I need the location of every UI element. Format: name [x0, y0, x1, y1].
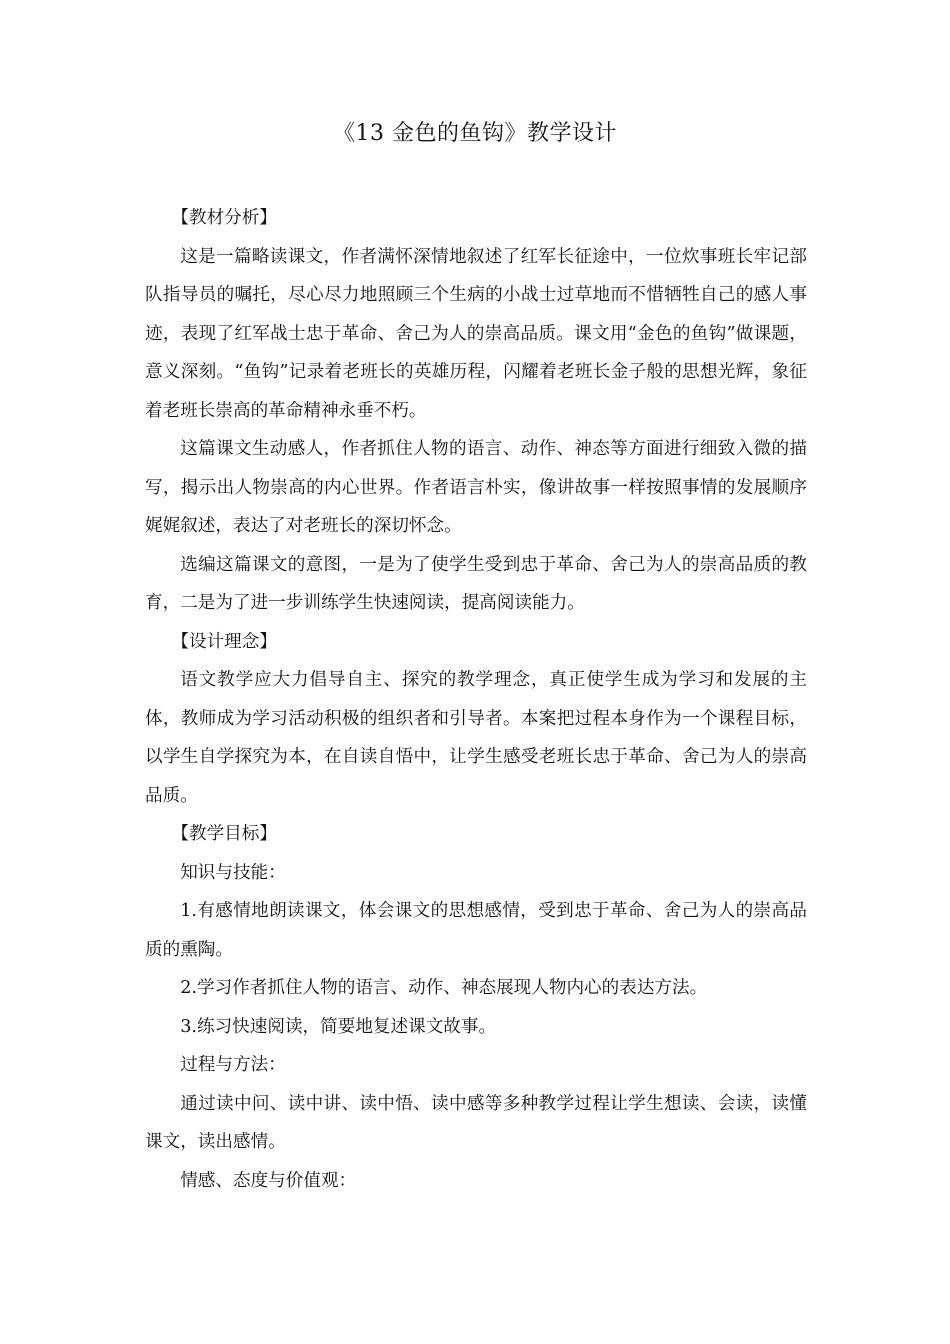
paragraph-process-methods: 通过读中问、读中讲、读中悟、读中感等多种教学过程让学生想读、会读，读懂课文，读出感情。	[145, 1093, 807, 1152]
paragraph-material-analysis-2: 这篇课文生动感人，作者抓住人物的语言、动作、神态等方面进行细致入微的描写，揭示出人物崇高的内心世界。作者语言朴实，像讲故事一样按照事情的发展顺序娓娓叙述，表达了对老班长的深切怀念。	[145, 439, 807, 536]
paragraph-material-analysis-3: 选编这篇课文的意图，一是为了使学生受到忠于革命、舍己为人的崇高品质的教育，二是为了进一步训练学生快速阅读，提高阅读能力。	[145, 554, 807, 613]
document-title: 《13 金色的鱼钩》教学设计	[333, 121, 617, 146]
paragraph-design-concept: 语文教学应大力倡导自主、探究的教学理念，真正使学生成为学习和发展的主体，教师成为学习活动积极的组织者和引导者。本案把过程本身作为一个课程目标，以学生自学探究为本，在自读自悟中，让学生感受老班长忠于革命、舍己为人的崇高品质。	[145, 670, 807, 806]
goal-item-1: 1.有感情地朗读课文，体会课文的思想感情，受到忠于革命、舍己为人的崇高品质的熏陶。	[145, 901, 807, 960]
subheading-emotion-values: 情感、态度与价值观：	[180, 1170, 357, 1191]
subheading-knowledge-skills: 知识与技能：	[180, 862, 286, 883]
section-heading-design-concept: 【设计理念】	[171, 631, 277, 652]
subheading-process-methods: 过程与方法：	[180, 1055, 286, 1075]
paragraph-material-analysis-1: 这是一篇略读课文，作者满怀深情地叙述了红军长征途中，一位炊事班长牢记部队指导员的嘱托，尽心尽力地照顾三个生病的小战士过草地而不惜牺牲自己的感人事迹，表现了红军战士忠于革命、舍己为人的崇高品质。课文用“金色的鱼钩”做课题，意义深刻。“鱼钩”记录着老班长的英雄历程，闪耀着老班长金子般的思想光辉，象征着老班长崇高的革命精神永垂不朽。	[145, 246, 807, 421]
goal-item-3: 3.练习快速阅读，简要地复述课文故事。	[180, 1016, 497, 1037]
document-body	[145, 199, 807, 1200]
section-heading-teaching-goals: 【教学目标】	[171, 824, 277, 844]
section-heading-material-analysis: 【教材分析】	[171, 208, 277, 228]
goal-item-2: 2.学习作者抓住人物的语言、动作、神态展现人物内心的表达方法。	[180, 978, 708, 998]
